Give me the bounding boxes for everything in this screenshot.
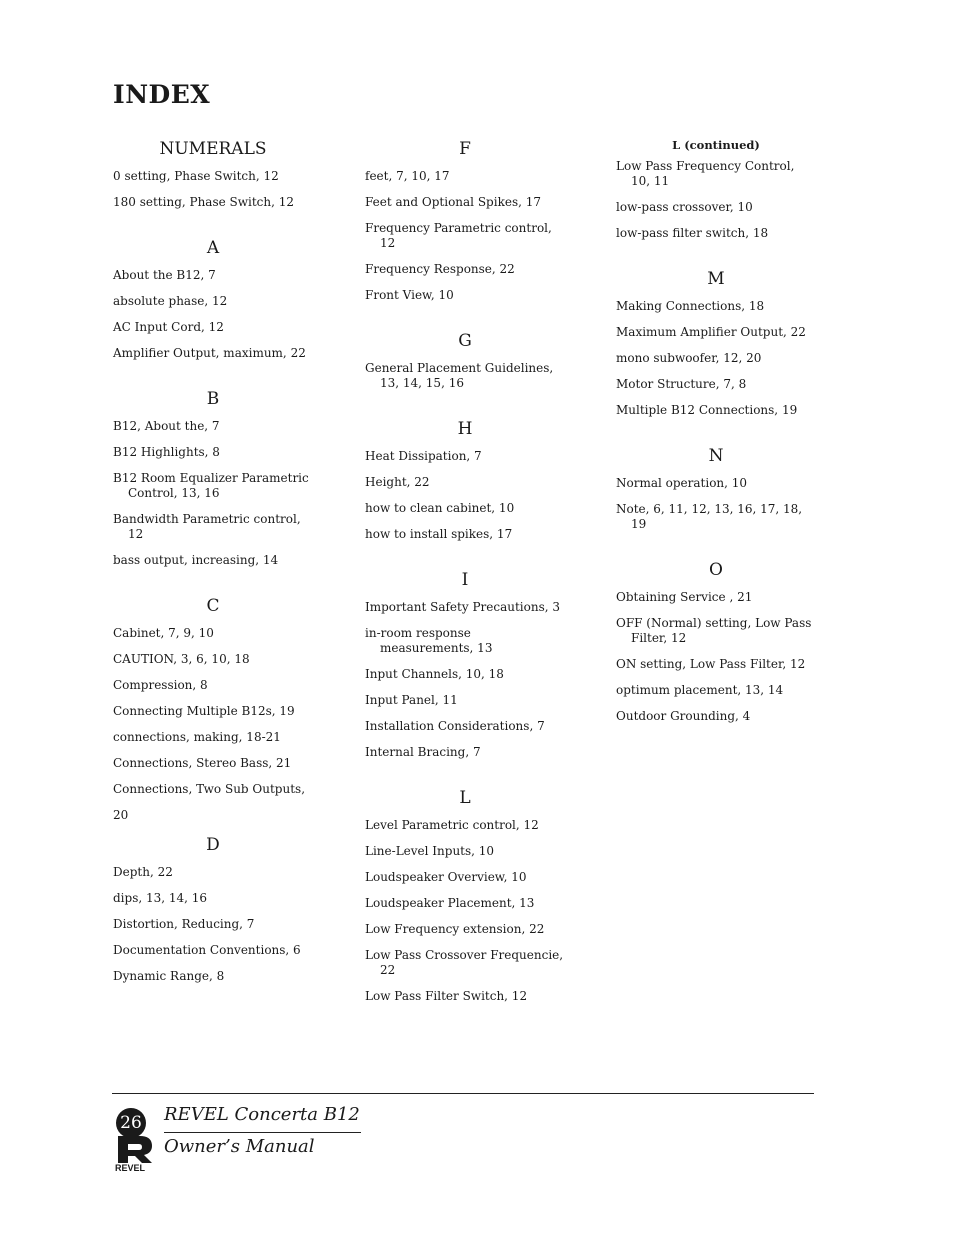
index-entry: Documentation Conventions, 6 (113, 943, 301, 957)
index-column-1 (113, 138, 313, 1011)
index-entry: feet, 7, 10, 17 (365, 169, 450, 183)
index-entry: 20 (113, 808, 129, 822)
section-heading: L (continued) (672, 138, 760, 152)
index-section-m (616, 268, 816, 418)
section-heading: NUMERALS (159, 139, 267, 159)
index-entry: Low Frequency extension, 22 (365, 922, 545, 936)
index-entry: Outdoor Grounding, 4 (616, 709, 751, 723)
index-entry: Connecting Multiple B12s, 19 (113, 704, 295, 718)
section-heading: C (206, 596, 220, 616)
index-entry: Installation Considerations, 7 (365, 719, 545, 733)
section-heading: M (707, 269, 725, 289)
index-entry: Heat Dissipation, 7 (365, 449, 482, 463)
index-section-d (113, 834, 313, 984)
index-entry: Level Parametric control, 12 (365, 818, 539, 832)
index-entry: Front View, 10 (365, 288, 454, 302)
index-entry: Input Channels, 10, 18 (365, 667, 504, 681)
index-entry: Distortion, Reducing, 7 (113, 917, 255, 931)
index-entry: absolute phase, 12 (113, 294, 228, 308)
section-heading: L (459, 788, 471, 808)
index-section-a (113, 237, 313, 361)
index-entry: how to install spikes, 17 (365, 527, 513, 541)
index-entry: Dynamic Range, 8 (113, 969, 225, 983)
index-entry: bass output, increasing, 14 (113, 553, 279, 567)
index-entry: Motor Structure, 7, 8 (616, 377, 747, 391)
footer-manual-title: Owner’s Manual (164, 1136, 315, 1157)
index-entry: ON setting, Low Pass Filter, 12 (616, 657, 806, 671)
index-entry: Obtaining Service , 21 (616, 590, 753, 604)
index-section-f (365, 138, 565, 303)
index-entry: CAUTION, 3, 6, 10, 18 (113, 652, 250, 666)
index-entry: Frequency Response, 22 (365, 262, 515, 276)
index-entry: 0 setting, Phase Switch, 12 (113, 169, 279, 183)
index-entry: low-pass filter switch, 18 (616, 226, 769, 240)
section-heading: B (206, 389, 220, 409)
section-heading: N (708, 446, 724, 466)
index-entry: Loudspeaker Placement, 13 (365, 896, 535, 910)
index-section-l-continued (616, 138, 816, 241)
index-entry: Amplifier Output, maximum, 22 (113, 346, 306, 360)
index-entry: Connections, Stereo Bass, 21 (113, 756, 292, 770)
logo-wordmark: REVEL (115, 1163, 146, 1172)
footer-product-title: REVEL Concerta B12 (164, 1104, 360, 1125)
index-entry: Loudspeaker Overview, 10 (365, 870, 527, 884)
footer-subrule (164, 1132, 361, 1133)
index-entry: Input Panel, 11 (365, 693, 458, 707)
index-entry: B12 Highlights, 8 (113, 445, 220, 459)
section-heading: G (458, 331, 472, 351)
index-section-numerals (113, 138, 313, 210)
index-section-i (365, 569, 565, 760)
index-entry: B12 Room Equalizer Parametric Control, 13, 16 (113, 471, 309, 500)
page-title: INDEX (113, 80, 211, 109)
index-entry: in-room response measurements, 13 (365, 626, 493, 655)
index-entry: Low Pass Filter Switch, 12 (365, 989, 528, 1003)
index-entry: Making Connections, 18 (616, 299, 765, 313)
index-entry: Important Safety Precautions, 3 (365, 600, 560, 614)
page-number: 26 (116, 1108, 146, 1138)
index-entry: Low Pass Crossover Frequencie, 22 (365, 948, 564, 977)
index-entry: Internal Bracing, 7 (365, 745, 481, 759)
index-entry: AC Input Cord, 12 (113, 320, 224, 334)
index-section-h (365, 418, 565, 542)
index-entry: how to clean cabinet, 10 (365, 501, 515, 515)
index-entry: Compression, 8 (113, 678, 208, 692)
index-entry: Maximum Amplifier Output, 22 (616, 325, 806, 339)
index-entry: low-pass crossover, 10 (616, 200, 753, 214)
section-heading: F (459, 139, 471, 159)
section-heading: D (206, 835, 220, 855)
section-heading: O (709, 560, 723, 580)
index-section-b (113, 388, 313, 568)
index-entry: dips, 13, 14, 16 (113, 891, 208, 905)
index-entry: connections, making, 18-21 (113, 730, 281, 744)
index-section-c (113, 595, 313, 823)
section-heading: A (206, 238, 220, 258)
footer-divider (112, 1093, 814, 1094)
index-entry: Line-Level Inputs, 10 (365, 844, 495, 858)
index-section-l (365, 787, 565, 1004)
index-entry: Height, 22 (365, 475, 430, 489)
index-entry: Frequency Parametric control, 12 (365, 221, 552, 250)
index-column-3 (616, 138, 816, 751)
index-section-o (616, 559, 816, 724)
index-entry: mono subwoofer, 12, 20 (616, 351, 762, 365)
index-entry: About the B12, 7 (113, 268, 216, 282)
index-entry: OFF (Normal) setting, Low Pass Filter, 12 (616, 616, 812, 645)
index-entry: Connections, Two Sub Outputs, (113, 782, 306, 796)
index-entry: Bandwidth Parametric control, 12 (113, 512, 301, 541)
index-entry: Feet and Optional Spikes, 17 (365, 195, 541, 209)
index-entry: Depth, 22 (113, 865, 173, 879)
index-entry: 180 setting, Phase Switch, 12 (113, 195, 295, 209)
index-entry: General Placement Guidelines, 13, 14, 15, 16 (365, 361, 554, 390)
index-section-n (616, 445, 816, 532)
index-entry: Cabinet, 7, 9, 10 (113, 626, 214, 640)
index-entry: Multiple B12 Connections, 19 (616, 403, 798, 417)
index-section-g (365, 330, 565, 391)
index-entry: B12, About the, 7 (113, 419, 220, 433)
index-entry: Normal operation, 10 (616, 476, 748, 490)
section-heading: H (457, 419, 473, 439)
index-entry: optimum placement, 13, 14 (616, 683, 784, 697)
index-column-2 (365, 138, 565, 1031)
section-heading: I (461, 570, 469, 590)
index-entry: Low Pass Frequency Control, 10, 11 (616, 159, 795, 188)
index-entry: Note, 6, 11, 12, 13, 16, 17, 18, 19 (616, 502, 803, 531)
